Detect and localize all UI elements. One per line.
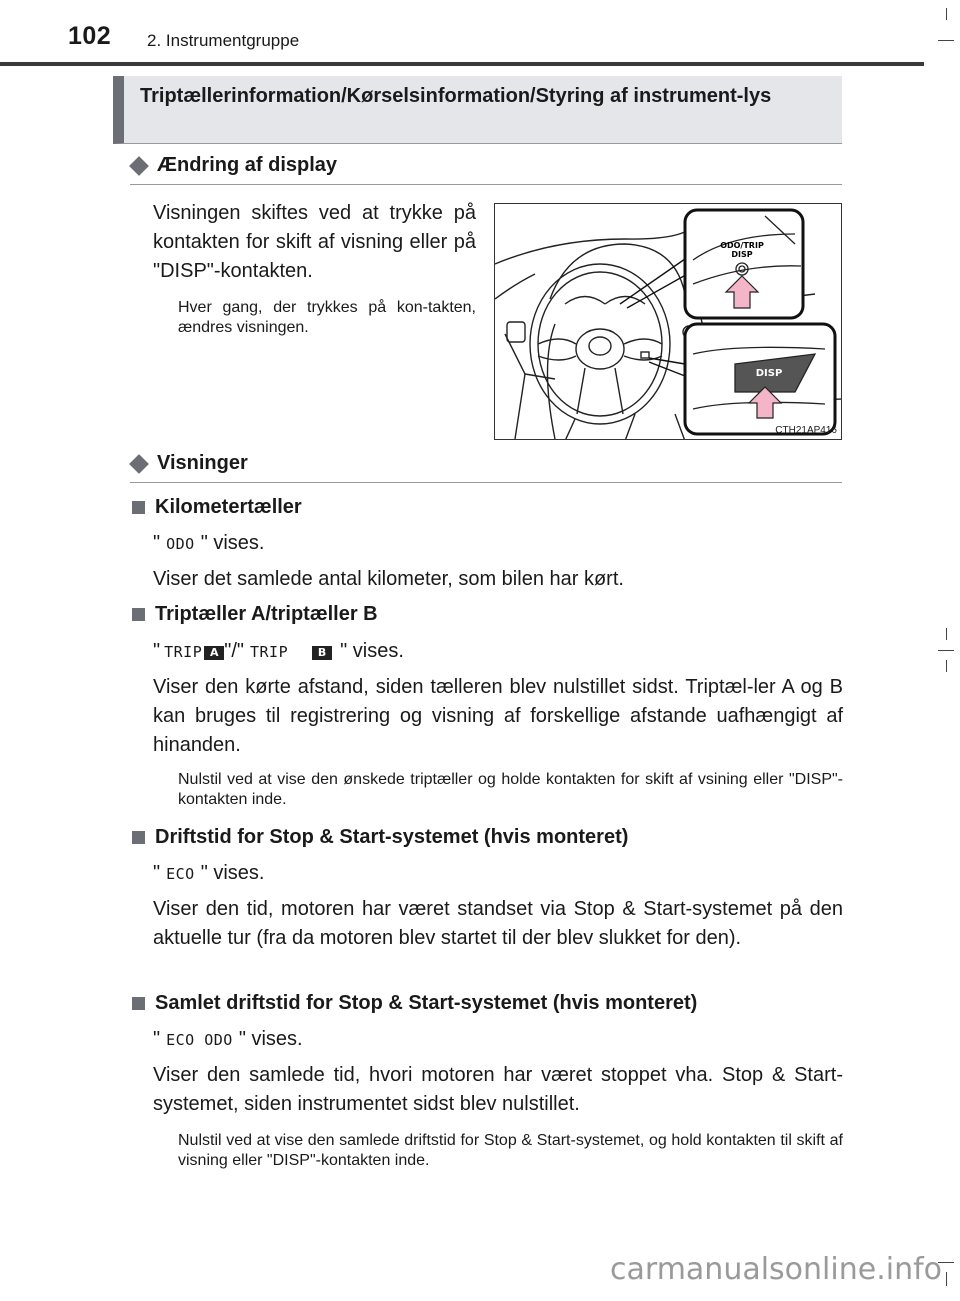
item-heading-stop-start-time — [132, 826, 628, 849]
item-description: Viser den samlede tid, hvori motoren har været stoppet vha. Stop & Start-systemet, siden instrumentet sidst blev nulstillet. — [153, 1064, 843, 1115]
eco-display-glyph: ECO — [166, 865, 195, 883]
subheading-displays — [130, 452, 248, 475]
crop-mark — [946, 8, 947, 20]
switch1-label-line2: DISP — [731, 250, 753, 259]
shown-suffix: " vises. — [200, 532, 265, 554]
item-title: Samlet driftstid for Stop & Start-systemet (hvis monteret) — [155, 992, 698, 1014]
crop-mark — [946, 660, 947, 672]
section-title-bar — [113, 76, 842, 144]
crop-mark — [946, 1272, 947, 1286]
change-display-note: Hver gang, der trykkes på kon-takten, ændres visningen. — [178, 299, 476, 336]
trip-a-box-icon: A — [204, 646, 224, 660]
item-description: Viser den tid, motoren har været standset via Stop & Start-systemet på den aktuelle tur (fra da motoren blev startet til der blev slukket for den). — [153, 898, 843, 949]
item-title: Kilometertæller — [155, 496, 302, 518]
square-bullet-icon — [132, 831, 145, 844]
item-shown-line: " ECO ODO " vises. — [153, 1028, 303, 1050]
square-bullet-icon — [132, 501, 145, 514]
subheading-rule — [130, 184, 842, 185]
eco-odo-display-glyph: ECO ODO — [166, 1031, 233, 1049]
item-note: Nulstil ved at vise den samlede driftstid for Stop & Start-systemet, og hold kontakten til skift af visning eller "DISP"-kontakten inde. — [178, 1132, 843, 1169]
watermark: carmanualsonline.info — [610, 1252, 942, 1287]
diamond-bullet-icon — [129, 454, 149, 474]
section-title: Triptællerinformation/Kørselsinformation/Styring af instrument-lys — [140, 85, 772, 107]
subheading-text: Ændring af display — [157, 154, 338, 176]
subheading-rule — [130, 482, 842, 483]
item-description: Viser det samlede antal kilometer, som bilen har kørt. — [153, 568, 624, 590]
shown-suffix: " vises. — [238, 1028, 303, 1050]
item-heading-trip — [132, 603, 378, 626]
item-heading-odometer — [132, 496, 302, 519]
switch1-label-line1: ODO/TRIP — [720, 241, 764, 250]
separator: "/" — [224, 640, 244, 662]
item-title: Triptæller A/triptæller B — [155, 603, 378, 625]
switch2-label: DISP — [755, 368, 783, 379]
item-shown-line: " ECO " vises. — [153, 862, 265, 884]
shown-suffix: " vises. — [340, 640, 404, 662]
page-number: 102 — [68, 22, 112, 50]
item-shown-line: " TRIP A "/" TRIP B " vises. — [153, 640, 404, 662]
item-description: Viser den kørte afstand, siden tælleren blev nulstillet sidst. Triptæl-ler A og B kan bruges til registrering og visning af forskellige afstande uafhængigt af hinanden. — [153, 676, 843, 756]
crop-mark — [946, 628, 947, 640]
square-bullet-icon — [132, 997, 145, 1010]
figure-code: CTH21AP416 — [775, 425, 837, 436]
shown-suffix: " vises. — [200, 862, 265, 884]
header-rule — [0, 62, 924, 66]
chapter-title: 2. Instrumentgruppe — [147, 31, 300, 50]
item-shown-line: " ODO " vises. — [153, 532, 265, 554]
trip-b-display-glyph: TRIP — [250, 643, 289, 661]
item-heading-total-stop-start-time — [132, 992, 697, 1015]
crop-mark — [938, 40, 954, 41]
item-note: Nulstil ved at vise den ønskede triptæller og holde kontakten for skift af vsining eller "DISP"-kontakten inde. — [178, 771, 843, 808]
trip-b-box-icon: B — [312, 646, 332, 660]
change-display-text: Visningen skiftes ved at trykke på kontakten for skift af visning eller på "DISP"-kontakten. — [153, 202, 476, 282]
subheading-text: Visninger — [157, 452, 248, 474]
steering-wheel-illustration — [495, 204, 842, 440]
odo-display-glyph: ODO — [166, 535, 195, 553]
crop-mark — [938, 650, 954, 651]
item-title: Driftstid for Stop & Start-systemet (hvis monteret) — [155, 826, 629, 848]
square-bullet-icon — [132, 608, 145, 621]
steering-wheel-figure — [494, 203, 842, 440]
diamond-bullet-icon — [129, 156, 149, 176]
subheading-change-display — [130, 154, 337, 177]
trip-a-display-glyph: TRIP — [164, 643, 203, 661]
